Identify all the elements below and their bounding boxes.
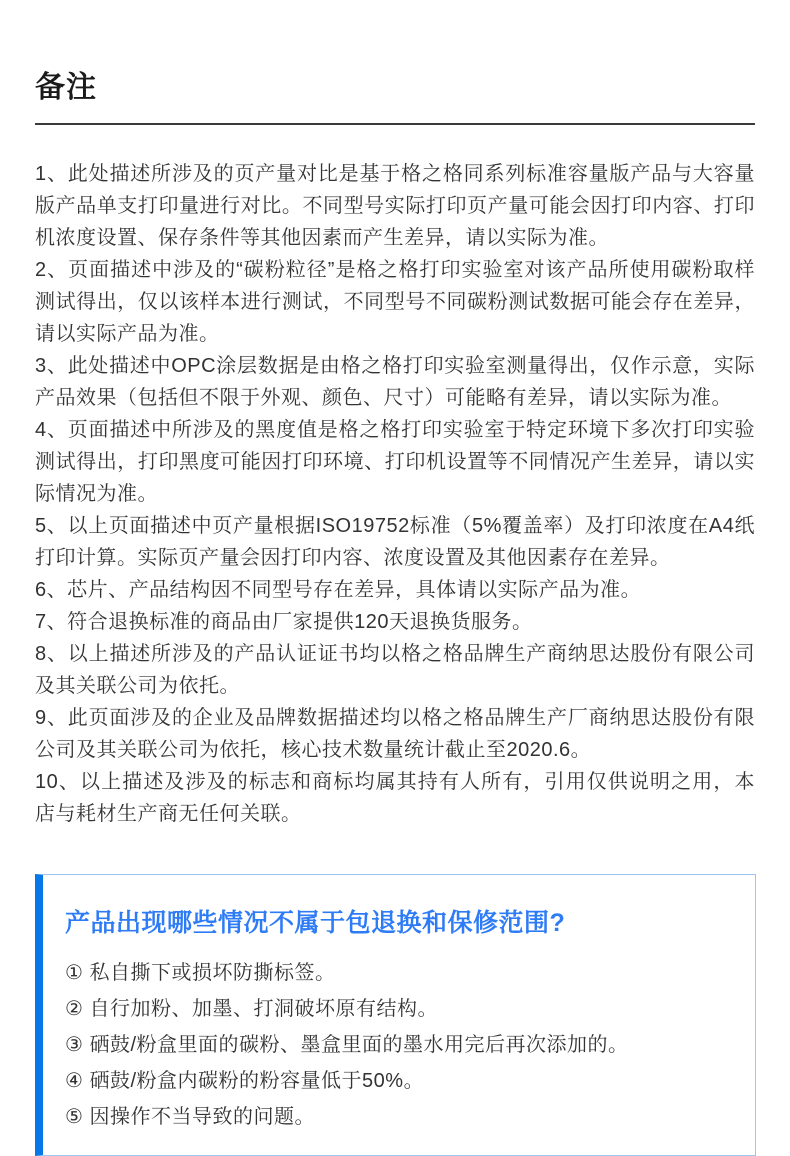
note-item-2: 2、页面描述中涉及的“碳粉粒径”是格之格打印实验室对该产品所使用碳粉取样测试得出，仅以该样本进行测试，不同型号不同碳粉测试数据可能会存在差异，请以实际产品为准。: [35, 259, 755, 345]
warranty-item-5: ⑤ 因操作不当导致的问题。: [65, 1106, 315, 1128]
title-divider: [35, 123, 755, 125]
page-title: 备注: [35, 71, 97, 104]
warranty-exclusions-list: [65, 955, 727, 1135]
warranty-item-2: ② 自行加粉、加墨、打洞破坏原有结构。: [65, 998, 438, 1020]
warranty-item-4: ④ 硒鼓/粉盒内碳粉的粉容量低于50%。: [65, 1070, 425, 1092]
note-item-10: 10、以上描述及涉及的标志和商标均属其持有人所有，引用仅供说明之用，本店与耗材生产商无任何关联。: [35, 771, 755, 825]
warranty-exclusions-title: 产品出现哪些情况不属于包退换和保修范围?: [65, 909, 566, 937]
note-item-6: 6、芯片、产品结构因不同型号存在差异，具体请以实际产品为准。: [35, 579, 642, 601]
note-item-7: 7、符合退换标准的商品由厂家提供120天退换货服务。: [35, 611, 533, 633]
warranty-item-3: ③ 硒鼓/粉盒里面的碳粉、墨盒里面的墨水用完后再次添加的。: [65, 1034, 629, 1056]
note-item-3: 3、此处描述中OPC涂层数据是由格之格打印实验室测量得出，仅作示意，实际产品效果（包括但不限于外观、颜色、尺寸）可能略有差异，请以实际为准。: [35, 355, 755, 409]
note-item-5: 5、以上页面描述中页产量根据ISO19752标准（5%覆盖率）及打印浓度在A4纸打印计算。实际页产量会因打印内容、浓度设置及其他因素存在差异。: [35, 515, 755, 569]
notes-list: [35, 158, 755, 830]
warranty-exclusions-box: [35, 874, 756, 1156]
warranty-item-1: ① 私自撕下或损坏防撕标签。: [65, 962, 336, 984]
note-item-1: 1、此处描述所涉及的页产量对比是基于格之格同系列标准容量版产品与大容量版产品单支打印量进行对比。不同型号实际打印页产量可能会因打印内容、打印机浓度设置、保存条件等其他因素而产生差异，请以实际为准。: [35, 163, 755, 249]
note-item-4: 4、页面描述中所涉及的黑度值是格之格打印实验室于特定环境下多次打印实验测试得出，打印黑度可能因打印环境、打印机设置等不同情况产生差异，请以实际情况为准。: [35, 419, 755, 505]
note-item-9: 9、此页面涉及的企业及品牌数据描述均以格之格品牌生产厂商纳思达股份有限公司及其关联公司为依托，核心技术数量统计截止至2020.6。: [35, 707, 755, 761]
note-item-8: 8、以上描述所涉及的产品认证证书均以格之格品牌生产商纳思达股份有限公司及其关联公司为依托。: [35, 643, 755, 697]
